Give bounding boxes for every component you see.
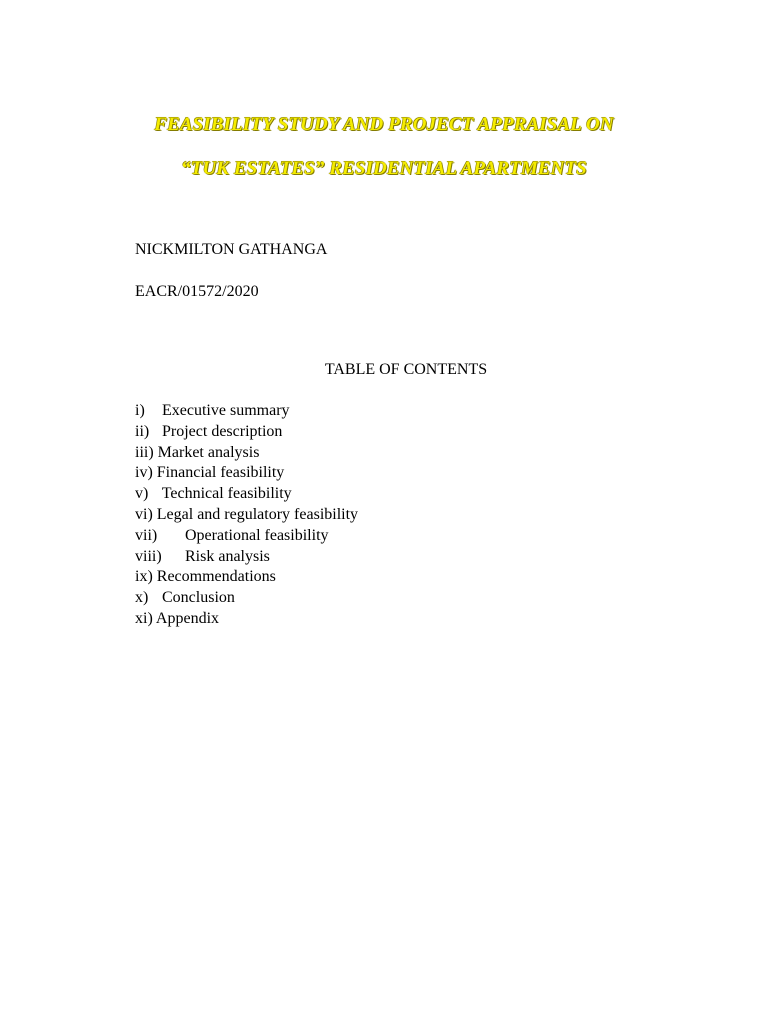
toc-item-label: Project description — [162, 422, 283, 440]
toc-item-label: Operational feasibility — [185, 526, 329, 544]
toc-item-project-description — [135, 422, 358, 443]
toc-item-label: Legal and regulatory feasibility — [156, 505, 359, 523]
toc-item-label: Market analysis — [157, 443, 260, 461]
toc-item-number: vii) — [135, 526, 158, 544]
toc-item-recommendations — [135, 567, 358, 588]
toc-item-label: Executive summary — [162, 402, 290, 419]
document-title-line-2: “TUK ESTATES” RESIDENTIAL APARTMENTS — [181, 158, 587, 179]
toc-item-number: i) — [135, 402, 145, 419]
toc-item-conclusion — [135, 588, 358, 609]
registration-number: EACR/01572/2020 — [135, 283, 259, 300]
toc-item-number: ii) — [135, 422, 150, 440]
toc-item-number: xi) — [135, 609, 153, 627]
toc-item-financial-feasibility — [135, 463, 358, 484]
toc-item-label: Technical feasibility — [161, 485, 292, 503]
toc-item-label: Appendix — [155, 609, 220, 627]
toc-item-market-analysis — [135, 443, 358, 464]
toc-item-label: Risk analysis — [185, 547, 270, 565]
toc-item-number: x) — [135, 589, 149, 607]
author-name: NICKMILTON GATHANGA — [135, 241, 328, 258]
toc-heading: TABLE OF CONTENTS — [324, 361, 488, 378]
toc-item-number: vi) — [135, 505, 153, 523]
table-of-contents — [135, 401, 358, 630]
toc-item-appendix — [135, 609, 358, 630]
toc-item-number: ix) — [135, 568, 153, 586]
toc-item-risk-analysis — [135, 547, 358, 568]
toc-item-label: Recommendations — [156, 568, 276, 586]
toc-item-label: Conclusion — [162, 589, 235, 607]
toc-item-number: iii) — [135, 443, 154, 461]
toc-item-operational-feasibility — [135, 526, 358, 547]
toc-item-executive-summary — [135, 401, 358, 422]
toc-item-number: viii) — [135, 547, 162, 565]
toc-item-number: v) — [135, 485, 149, 503]
toc-item-technical-feasibility — [135, 484, 358, 505]
toc-item-label: Financial feasibility — [156, 464, 285, 482]
toc-item-number: iv) — [135, 464, 153, 482]
toc-item-legal-regulatory-feasibility — [135, 505, 358, 526]
document-title-line-1: FEASIBILITY STUDY AND PROJECT APPRAISAL ON — [154, 114, 614, 135]
